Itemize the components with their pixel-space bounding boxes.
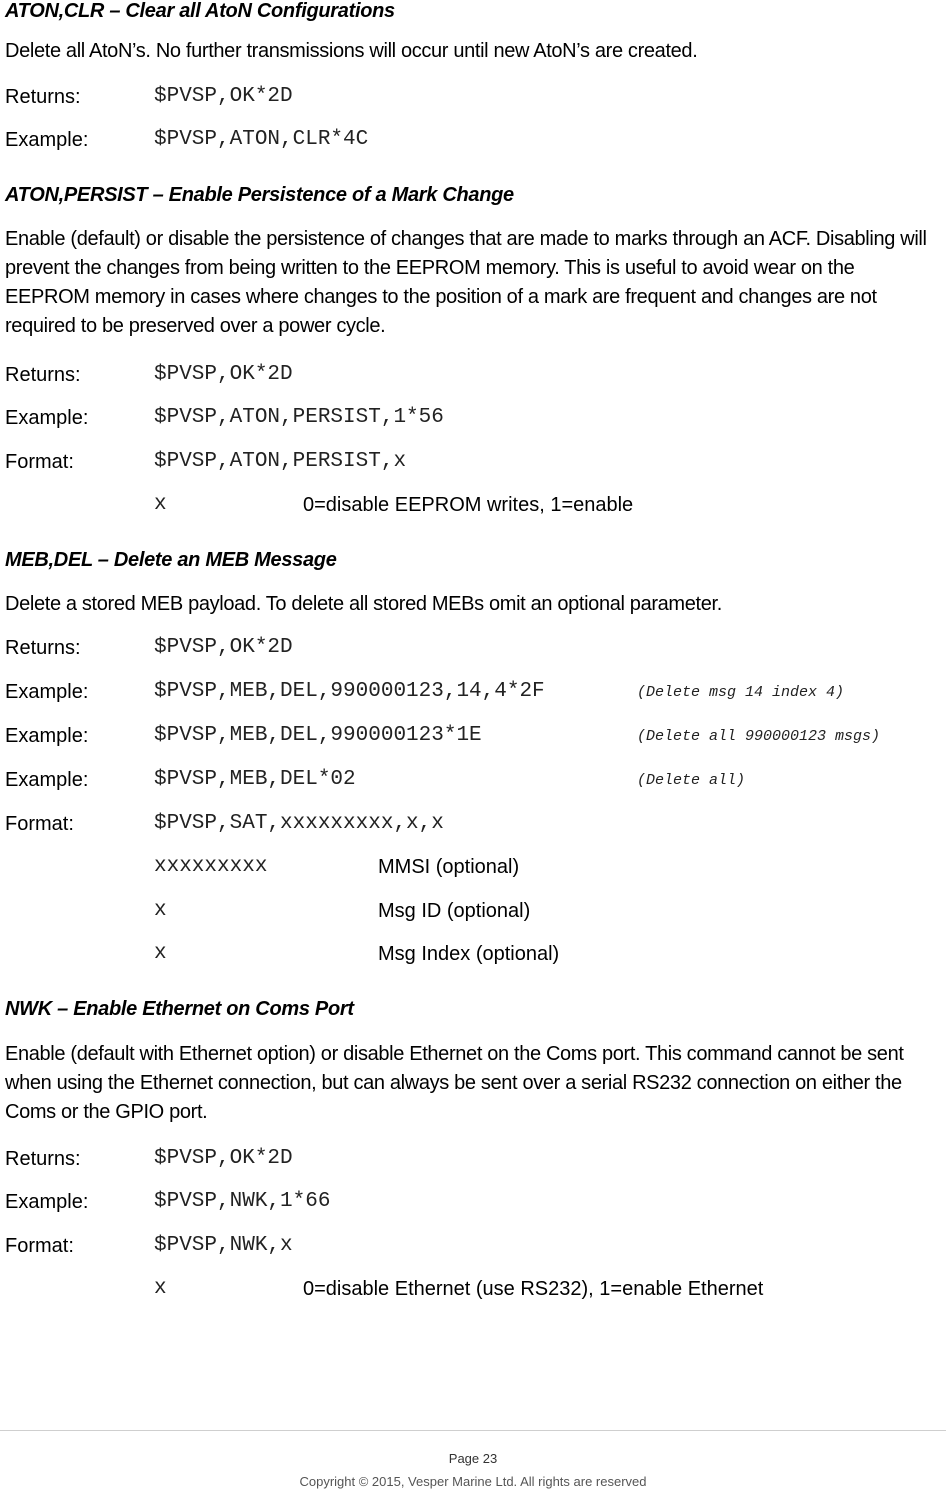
format-label: Format: (5, 1235, 74, 1257)
param-name: x (154, 942, 167, 965)
param-description: 0=disable EEPROM writes, 1=enable (303, 494, 634, 516)
example-code: $PVSP,ATON,PERSIST,1*56 (154, 406, 444, 429)
returns-label: Returns: (5, 364, 81, 386)
copyright-notice: Copyright © 2015, Vesper Marine Ltd. All rights are reserved (299, 1474, 647, 1489)
returns-code: $PVSP,OK*2D (154, 1147, 293, 1170)
section-description-aton-clr: Delete all AtoN’s. No further transmissions will occur until new AtoN’s are created. (5, 40, 698, 62)
returns-code: $PVSP,OK*2D (154, 363, 293, 386)
section-description-meb-del: Delete a stored MEB payload. To delete all stored MEBs omit an optional parameter. (5, 593, 722, 615)
format-label: Format: (5, 451, 74, 473)
footer-divider (0, 1430, 946, 1431)
example-label: Example: (5, 1191, 89, 1213)
returns-label: Returns: (5, 637, 81, 659)
example-code: $PVSP,ATON,CLR*4C (154, 128, 369, 151)
example-code: $PVSP,MEB,DEL*02 (154, 768, 356, 791)
param-description: 0=disable Ethernet (use RS232), 1=enable Ethernet (303, 1278, 764, 1300)
format-code: $PVSP,ATON,PERSIST,x (154, 450, 407, 473)
example-note: (Delete all 990000123 msgs) (637, 728, 881, 745)
param-name: x (154, 493, 167, 516)
example-code: $PVSP,MEB,DEL,990000123*1E (154, 724, 482, 747)
section-description-nwk: Enable (default with Ethernet option) or disable Ethernet on the Coms port. This command cannot be sent when using the Ethernet connection, but can always be sent over a serial RS232 connection on either the Coms or the GPIO port. (5, 1043, 904, 1123)
example-code: $PVSP,NWK,1*66 (154, 1190, 331, 1213)
example-note: (Delete msg 14 index 4) (637, 684, 845, 701)
returns-code: $PVSP,OK*2D (154, 636, 293, 659)
example-label: Example: (5, 407, 89, 429)
format-label: Format: (5, 813, 74, 835)
section-heading-aton-persist: ATON,PERSIST – Enable Persistence of a Mark Change (5, 184, 514, 206)
page-number: Page 23 (448, 1451, 498, 1466)
example-code: $PVSP,MEB,DEL,990000123,14,4*2F (154, 680, 545, 703)
section-description-aton-persist: Enable (default) or disable the persistence of changes that are made to marks through an ACF. Disabling will prevent the changes from being written to the EEPROM memory. This is useful to avoid wear on the EEPROM memory in cases where changes to the position of a mark are frequent and changes are not required to be preserved over a power cycle. (5, 228, 927, 337)
example-label: Example: (5, 725, 89, 747)
param-name: xxxxxxxxx (154, 855, 268, 878)
param-description: MMSI (optional) (378, 856, 520, 878)
param-name: x (154, 1277, 167, 1300)
format-code: $PVSP,SAT,xxxxxxxxx,x,x (154, 812, 444, 835)
section-heading-nwk: NWK – Enable Ethernet on Coms Port (5, 998, 354, 1020)
param-description: Msg ID (optional) (378, 900, 531, 922)
returns-label: Returns: (5, 1148, 81, 1170)
param-description: Msg Index (optional) (378, 943, 560, 965)
section-heading-meb-del: MEB,DEL – Delete an MEB Message (5, 549, 337, 571)
returns-label: Returns: (5, 86, 81, 108)
format-code: $PVSP,NWK,x (154, 1234, 293, 1257)
returns-code: $PVSP,OK*2D (154, 85, 293, 108)
example-note: (Delete all) (637, 772, 746, 789)
example-label: Example: (5, 129, 89, 151)
param-name: x (154, 899, 167, 922)
example-label: Example: (5, 769, 89, 791)
example-label: Example: (5, 681, 89, 703)
section-heading-aton-clr: ATON,CLR – Clear all AtoN Configurations (5, 0, 395, 22)
